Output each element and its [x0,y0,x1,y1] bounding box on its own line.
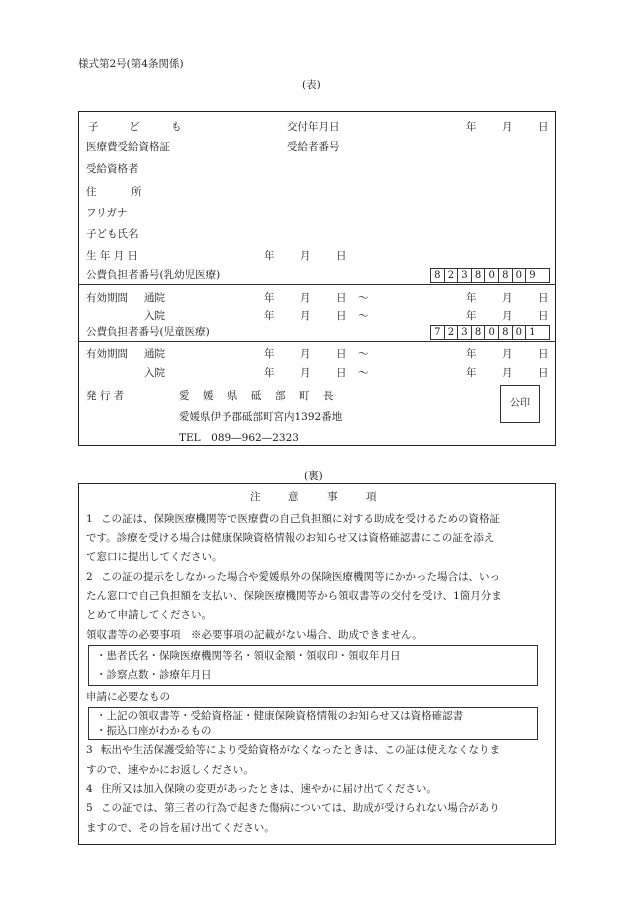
payer-infant-digit: 2 [445,269,459,282]
v2-out-end-year: 年 [466,348,477,360]
payer-child-number [430,325,550,340]
v2-out-end-month: 月 [502,348,513,360]
note-2-line-3: とめて申請してください。 [86,609,212,621]
furigana-label: フリガナ [86,207,128,219]
payer-infant-digit: 0 [485,269,499,282]
v2-out-end-day: 日 [538,348,549,360]
note-1-line-1: この証は、保険医療機関等で医療費の自己負担額に対する助成を受けるための資格証 [101,513,500,525]
holder-label: 受給資格者 [86,163,139,175]
v1-out-end-month: 月 [502,292,513,304]
v1-in-end-year: 年 [466,310,477,322]
issue-date-label: 交付年月日 [287,121,340,133]
v1-out-end-year: 年 [466,292,477,304]
v1-in-day: 日 [336,310,347,322]
recipient-number-label: 受給者番号 [287,141,340,153]
note-3-number: 3 [86,744,93,756]
application-label: 申請に必要なもの [86,691,170,703]
note-5-line-1: この証では、第三者の行為で起きた傷病については、助成が受けられない場合があり [101,802,500,814]
issuer-char: 町 [299,390,310,402]
title-char-2: ど [129,121,140,133]
note-2-line-1: この証の提示をしなかった場合や愛媛県外の保険医療機関等にかかった場合は、いっ [101,571,500,583]
inpatient-label: 入院 [144,310,165,322]
payer-child-digit: 1 [529,327,536,338]
divider [78,341,556,342]
address-label-char-1: 住 [86,186,97,198]
payer-infant-digit: 9 [529,270,536,281]
v2-out-year: 年 [264,348,275,360]
issuer-label: 発 行 者 [86,390,125,402]
v2-out-day: 日 [336,348,347,360]
note-4-number: 4 [86,783,93,795]
payer-child-digit: 2 [445,326,459,339]
payer-child-digit: 0 [513,326,527,339]
title-char-3: も [171,121,182,133]
issue-year: 年 [466,121,477,133]
payer-infant-digit: 8 [472,269,486,282]
v1-in-end-day: 日 [538,310,549,322]
note-2-line-2: たん窓口で自己負担額を支払い、保険医療機関等から領収書等の交付を受け、1箇月分ま [86,590,502,602]
birth-day: 日 [336,250,347,262]
receipt-item: ・患者氏名・保険医療機関等名・領収金額・領収印・領収年月日 [96,650,401,662]
v1-in-end-month: 月 [502,310,513,322]
issue-day: 日 [538,121,549,133]
issuer-address: 愛媛県伊予郡砥部町宮内1392番地 [179,411,343,423]
issue-month: 月 [502,121,513,133]
v2-in-end-year: 年 [466,367,477,379]
v2-out-tilde: 〜 [358,348,369,360]
v1-out-year: 年 [264,292,275,304]
divider [78,284,556,285]
application-item: ・振込口座がわかるもの [96,725,212,737]
back-side-label: (裏) [304,470,323,482]
child-name-label: 子ども氏名 [86,228,139,240]
issuer-char: 媛 [203,390,214,402]
issuer-char: 愛 [179,390,190,402]
payer-infant-digit: 0 [513,269,527,282]
issuer-tel: TEL 089―962―2323 [179,432,299,444]
receipt-items-label: 領収書等の必要事項 ※必要事項の記載がない場合、助成できません。 [86,629,423,641]
issuer-char: 長 [323,390,334,402]
birth-month: 月 [300,250,311,262]
payer-infant-number [430,268,550,283]
notes-heading-char: 事 [327,491,338,503]
outpatient-label: 通院 [144,292,165,304]
payer-infant-digit: 8 [431,269,445,282]
note-1-line-2: です。診療を受ける場合は健康保険資格情報のお知らせ又は資格確認書にこの証を添え [86,532,495,544]
notes-heading-char: 意 [288,491,299,503]
v2-in-tilde: 〜 [358,367,369,379]
payer-child-digit: 0 [485,326,499,339]
validity-label: 有効期間 [86,292,128,304]
payer-child-label: 公費負担者番号(児童医療) [86,326,210,338]
issuer-char: 部 [275,390,286,402]
note-1-number: 1 [86,513,93,525]
note-3-line-2: すので、速やかにお返しください。 [86,764,254,776]
v2-in-day: 日 [336,367,347,379]
note-5-line-2: ますので、その旨を届け出てください。 [86,822,275,834]
application-item: ・上記の領収書等・受給資格証・健康保険資格情報のお知らせ又は資格確認書 [96,710,464,722]
v1-out-end-day: 日 [538,292,549,304]
payer-infant-digit: 8 [499,269,513,282]
address-label-char-2: 所 [131,186,142,198]
payer-child-digit: 8 [472,326,486,339]
validity-label-2: 有効期間 [86,348,128,360]
birth-year: 年 [264,250,275,262]
v2-out-month: 月 [300,348,311,360]
notes-heading-char: 注 [250,491,261,503]
outpatient-label-2: 通院 [144,348,165,360]
notes-heading-char: 項 [366,491,377,503]
v2-in-end-month: 月 [502,367,513,379]
v1-in-tilde: 〜 [358,310,369,322]
receipt-item: ・診察点数・診療年月日 [96,669,212,681]
note-3-line-1: 転出や生活保護受給等により受給資格がなくなったときは、この証は使えなくなりま [101,744,500,756]
birthdate-label: 生 年 月 日 [86,250,139,262]
issuer-char: 砥 [251,390,262,402]
issuer-char: 県 [227,390,238,402]
card-title: 医療費受給資格証 [86,141,170,153]
note-5-number: 5 [86,802,93,814]
payer-infant-digit: 3 [458,269,472,282]
front-side-label: (表) [302,79,321,91]
payer-child-digit: 8 [499,326,513,339]
note-1-line-3: て窓口に提出してください。 [86,551,223,563]
note-2-number: 2 [86,571,93,583]
payer-infant-label: 公費負担者番号(乳幼児医療) [86,269,221,281]
form-number: 様式第2号(第4条関係) [78,58,184,70]
inpatient-label-2: 入院 [144,367,165,379]
payer-child-digit: 7 [431,326,445,339]
note-4-line-1: 住所又は加入保険の変更があったときは、速やかに届け出てください。 [101,783,437,795]
title-char-1: 子 [88,121,99,133]
payer-child-digit: 3 [458,326,472,339]
v2-in-end-day: 日 [538,367,549,379]
v1-in-year: 年 [264,310,275,322]
v1-out-month: 月 [300,292,311,304]
official-seal: 公印 [500,385,540,423]
v2-in-year: 年 [264,367,275,379]
v1-in-month: 月 [300,310,311,322]
v1-out-day: 日 [336,292,347,304]
v1-out-tilde: 〜 [358,292,369,304]
v2-in-month: 月 [300,367,311,379]
